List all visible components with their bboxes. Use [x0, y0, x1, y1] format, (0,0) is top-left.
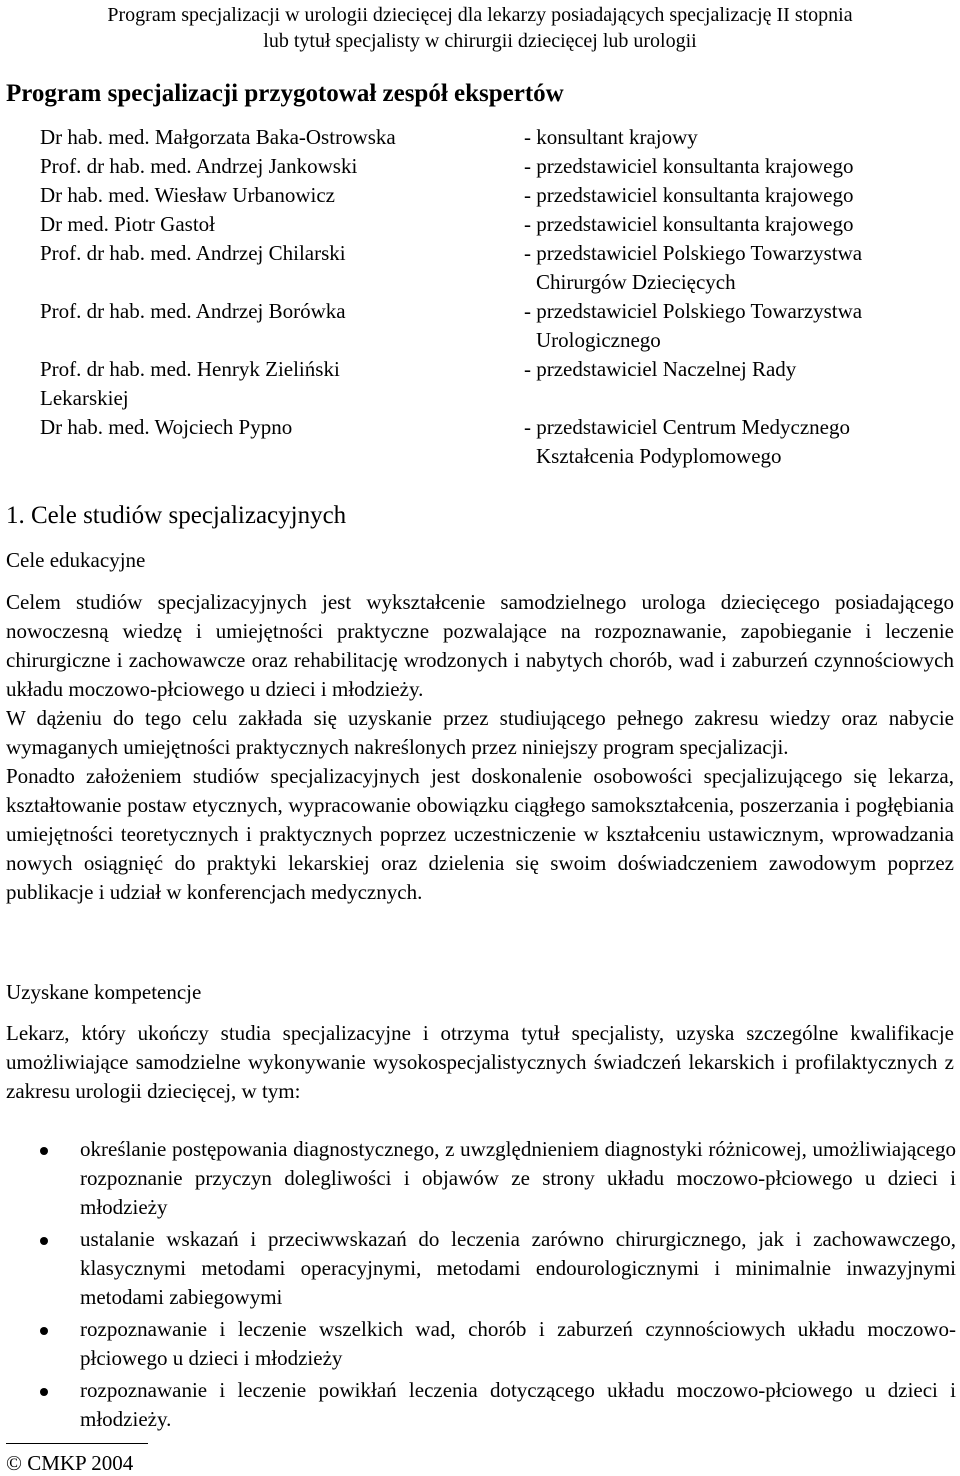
expert-role-line: - przedstawiciel konsultanta krajowego [524, 183, 854, 207]
expert-row [40, 355, 960, 413]
paragraph: Celem studiów specjalizacyjnych jest wykształcenie samodzielnego urologa dziecięcego posiadającego nowoczesną wiedzę i umiejętności praktyczne pozwalające na rozpoznawanie, zapobieganie i leczenie chirurgiczne i zachowawcze oraz rehabilitację wrodzonych i nabytych chorób, wad i zaburzeń czynnościowych układu moczowo-płciowego u dzieci i młodzieży. [6, 590, 954, 701]
expert-name [40, 355, 524, 413]
expert-role-line: - przedstawiciel Naczelnej Rady [524, 357, 797, 381]
expert-role-line: Kształcenia Podyplomowego [536, 444, 782, 468]
expert-role [524, 210, 960, 239]
edu-goals-heading: Cele edukacyjne [6, 548, 146, 572]
expert-row [40, 152, 960, 181]
expert-name-line: Dr hab. med. Wiesław Urbanowicz [40, 183, 336, 207]
bullet-icon [40, 1147, 48, 1155]
expert-name-line: Prof. dr hab. med. Andrzej Chilarski [40, 241, 346, 265]
edu-goals-text [6, 588, 954, 907]
expert-name-line: Lekarskiej [40, 386, 129, 410]
expert-name-line: Dr hab. med. Małgorzata Baka-Ostrowska [40, 125, 396, 149]
bullet-icon [40, 1388, 48, 1396]
header-line-1: Program specjalizacji w urologii dziecięcej dla lekarzy posiadających specjalizację II stopnia [107, 4, 853, 26]
expert-role [524, 239, 960, 297]
expert-name-line: Dr hab. med. Wojciech Pypno [40, 415, 293, 439]
expert-name [40, 210, 524, 239]
expert-role-line: - konsultant krajowy [524, 125, 698, 149]
expert-role-line: Urologicznego [536, 328, 661, 352]
expert-name-line: Prof. dr hab. med. Andrzej Jankowski [40, 154, 358, 178]
expert-name [40, 297, 524, 355]
expert-row [40, 123, 960, 152]
expert-name [40, 413, 524, 471]
expert-role-line: Chirurgów Dziecięcych [536, 270, 736, 294]
expert-row [40, 413, 960, 471]
expert-row [40, 210, 960, 239]
paragraph: Lekarz, który ukończy studia specjalizacyjne i otrzyma tytuł specjalisty, uzyska szczególne kwalifikacje umożliwiające samodzielne wykonywanie wysokospecjalistycznych świadczeń lekarskich i profilaktycznych z zakresu urologii dziecięcej, w tym: [6, 1021, 954, 1103]
expert-name-line: Prof. dr hab. med. Andrzej Borówka [40, 299, 346, 323]
bullet-icon [40, 1327, 48, 1335]
competences-heading: Uzyskane kompetencje [6, 980, 202, 1004]
expert-name [40, 152, 524, 181]
expert-role-line: - przedstawiciel Centrum Medycznego [524, 415, 850, 439]
expert-name [40, 181, 524, 210]
paragraph: W dążeniu do tego celu zakłada się uzyskanie przez studiującego pełnego zakresu wiedzy oraz nabycie wymaganych umiejętności praktycznych nakreślonych przez niniejszy program specjalizacji. [6, 706, 954, 759]
expert-name-line: Dr med. Piotr Gastoł [40, 212, 215, 236]
list-item-text: rozpoznawanie i leczenie wszelkich wad, chorób i zaburzeń czynnościowych układu moczowo-płciowego u dzieci i młodzieży [80, 1317, 956, 1370]
expert-role-line: - przedstawiciel konsultanta krajowego [524, 154, 854, 178]
expert-name [40, 239, 524, 297]
list-item-text: rozpoznawanie i leczenie powikłań leczenia dotyczącego układu moczowo-płciowego u dzieci i młodzieży. [80, 1378, 956, 1431]
expert-role [524, 152, 960, 181]
expert-role [524, 413, 960, 471]
experts-list [40, 123, 960, 471]
list-item [0, 1376, 956, 1434]
competences-list [0, 1135, 956, 1437]
bullet-icon [40, 1237, 48, 1245]
expert-name-line: Prof. dr hab. med. Henryk Zieliński [40, 357, 340, 381]
expert-role [524, 181, 960, 210]
section-1-title: 1. Cele studiów specjalizacyjnych [6, 502, 347, 529]
experts-title: Program specjalizacji przygotował zespół ekspertów [6, 80, 564, 107]
expert-role-line: - przedstawiciel Polskiego Towarzystwa [524, 241, 863, 265]
list-item [0, 1135, 956, 1222]
competences-intro [6, 1019, 954, 1106]
list-item [0, 1315, 956, 1373]
expert-role [524, 297, 960, 355]
expert-role [524, 123, 960, 152]
expert-name [40, 123, 524, 152]
page-header [0, 2, 960, 54]
footer-copyright: © CMKP 2004 [6, 1451, 134, 1475]
list-item-text: ustalanie wskazań i przeciwwskazań do leczenia zarówno chirurgicznego, jak i zachowawczego, klasycznymi metodami operacyjnymi, metodami endourologicznymi i minimalnie inwazyjnymi metodami zabiegowymi [80, 1227, 956, 1309]
header-line-2: lub tytuł specjalisty w chirurgii dziecięcej lub urologii [263, 30, 697, 52]
footer-divider [6, 1443, 148, 1444]
list-item-text: określanie postępowania diagnostycznego, z uwzględnieniem diagnostyki różnicowej, umożliwiającego rozpoznanie przyczyn dolegliwości i objawów ze strony układu moczowo-płciowego u dzieci i młodzieży [80, 1137, 956, 1219]
expert-row [40, 297, 960, 355]
expert-role [524, 355, 960, 413]
expert-role-line: - przedstawiciel Polskiego Towarzystwa [524, 299, 863, 323]
expert-role-line: - przedstawiciel konsultanta krajowego [524, 212, 854, 236]
expert-row [40, 239, 960, 297]
paragraph: Ponadto założeniem studiów specjalizacyjnych jest doskonalenie osobowości specjalizującego się lekarza, kształtowanie postaw etycznych, wypracowanie obowiązku ciągłego samokształcenia, poszerzania i pogłębiania umiejętności teoretycznych i praktycznych poprzez uczestniczenie w kształceniu ustawicznym, wprowadzania nowych osiągnięć do praktyki lekarskiej oraz dzielenia się swoim doświadczeniem zawodowym poprzez publikacje i udział w konferencjach medycznych. [6, 764, 954, 904]
list-item [0, 1225, 956, 1312]
expert-row [40, 181, 960, 210]
